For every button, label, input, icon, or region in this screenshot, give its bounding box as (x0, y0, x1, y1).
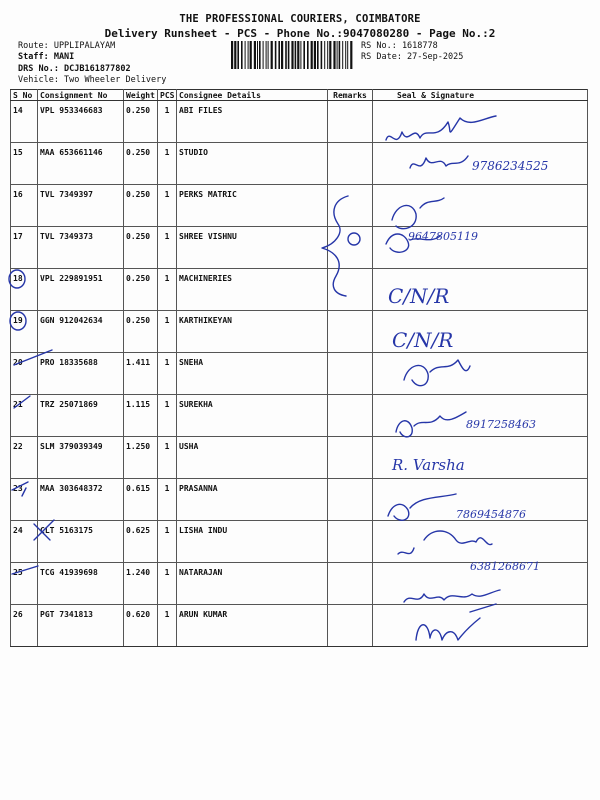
signature-cell (373, 311, 588, 353)
hand-cnr-19: C/N/R (392, 328, 454, 352)
weight-cell: 1.411 (124, 353, 158, 395)
consignee-cell: LISHA INDU (177, 521, 328, 563)
rs-number: RS No.: 1618778 (361, 41, 438, 51)
consignee-cell: MACHINERIES (177, 269, 328, 311)
consignment-cell: VPL 953346683 (38, 101, 124, 143)
staff-label: Staff: MANI (18, 52, 75, 62)
consignee-cell: KARTHIKEYAN (177, 311, 328, 353)
col-consignee: Consignee Details (177, 90, 328, 101)
barcode-bar (314, 41, 316, 69)
consignment-cell: TRZ 25071869 (38, 395, 124, 437)
sno-cell: 15 (11, 143, 38, 185)
signature-cell (373, 185, 588, 227)
barcode-bar (237, 41, 239, 69)
table-row (11, 479, 588, 521)
consignment-cell: GGN 912042634 (38, 311, 124, 353)
barcode-bar (333, 41, 335, 69)
weight-cell: 0.250 (124, 185, 158, 227)
remarks-cell (328, 437, 373, 479)
route-label: Route: UPPLIPALAYAM (18, 41, 116, 51)
barcode-bar (245, 41, 246, 69)
pcs-cell: 1 (158, 605, 177, 647)
pcs-cell: 1 (158, 143, 177, 185)
consignment-cell: VPL 229891951 (38, 269, 124, 311)
weight-cell: 0.615 (124, 479, 158, 521)
remarks-cell (328, 143, 373, 185)
consignee-cell: SHREE VISHNU (177, 227, 328, 269)
sno-cell: 22 (11, 437, 38, 479)
table-header-row (11, 90, 588, 101)
table-row (11, 395, 588, 437)
consignee-cell: SNEHA (177, 353, 328, 395)
pcs-cell: 1 (158, 395, 177, 437)
remarks-cell (328, 185, 373, 227)
remarks-cell (328, 311, 373, 353)
col-sno: S No (11, 90, 38, 101)
barcode-bar (317, 41, 319, 69)
consignment-cell: MAA 653661146 (38, 143, 124, 185)
pcs-cell: 1 (158, 227, 177, 269)
sno-cell: 23 (11, 479, 38, 521)
consignment-cell: TCG 41939698 (38, 563, 124, 605)
weight-cell: 0.620 (124, 605, 158, 647)
consignment-cell: TVL 7349397 (38, 185, 124, 227)
sno-cell: 26 (11, 605, 38, 647)
weight-cell: 0.250 (124, 227, 158, 269)
company-title: THE PROFESSIONAL COURIERS, COIMBATORE (179, 13, 421, 25)
remarks-cell (328, 395, 373, 437)
pcs-cell: 1 (158, 311, 177, 353)
barcode-bar (291, 41, 293, 69)
table-row (11, 563, 588, 605)
consignee-cell: NATARAJAN (177, 563, 328, 605)
pcs-cell: 1 (158, 353, 177, 395)
consignee-cell: ABI FILES (177, 101, 328, 143)
barcode-bar (250, 41, 252, 69)
consignment-cell: MAA 303648372 (38, 479, 124, 521)
consignee-cell: ARUN KUMAR (177, 605, 328, 647)
pcs-cell: 1 (158, 521, 177, 563)
weight-cell: 1.115 (124, 395, 158, 437)
barcode-bar (321, 41, 323, 69)
sno-cell: 20 (11, 353, 38, 395)
sno-cell: 25 (11, 563, 38, 605)
sno-cell: 19 (11, 311, 38, 353)
hand-phone-23: 7869454876 (456, 508, 526, 521)
remarks-cell (328, 227, 373, 269)
remarks-cell (328, 563, 373, 605)
col-pcs: PCS (158, 90, 177, 101)
table-row (11, 185, 588, 227)
remarks-cell (328, 521, 373, 563)
barcode-bar (347, 41, 348, 69)
consignment-cell: SLM 379039349 (38, 437, 124, 479)
barcode-bar (257, 41, 258, 69)
col-weight: Weight (124, 90, 158, 101)
barcode-bar (263, 41, 264, 69)
col-remarks: Remarks (328, 90, 373, 101)
barcode-bar (297, 41, 299, 69)
table-row (11, 605, 588, 647)
sno-cell: 16 (11, 185, 38, 227)
signature-cell (373, 563, 588, 605)
barcode-bar (300, 41, 301, 69)
sno-cell: 18 (11, 269, 38, 311)
consignee-cell: PRASANNA (177, 479, 328, 521)
weight-cell: 0.250 (124, 269, 158, 311)
barcode-bar (311, 41, 313, 69)
signature-cell (373, 521, 588, 563)
signature-cell (373, 437, 588, 479)
barcode-bar (268, 41, 269, 69)
signature-cell (373, 395, 588, 437)
table-row (11, 437, 588, 479)
barcode-bar (345, 41, 346, 69)
pcs-cell: 1 (158, 101, 177, 143)
hand-phone-16: 9647805119 (408, 230, 478, 243)
barcode-bar (241, 41, 243, 69)
signature-cell (373, 269, 588, 311)
barcode-bar (295, 41, 297, 69)
remarks-cell (328, 269, 373, 311)
table-row (11, 269, 588, 311)
barcode-bar (337, 41, 338, 69)
sno-cell: 21 (11, 395, 38, 437)
barcode-bar (231, 41, 233, 69)
rs-date: RS Date: 27-Sep-2025 (361, 52, 464, 62)
consignment-cell: PRO 18335688 (38, 353, 124, 395)
table-row (11, 353, 588, 395)
pcs-cell: 1 (158, 269, 177, 311)
consignment-cell: PGT 7341813 (38, 605, 124, 647)
table-row (11, 101, 588, 143)
hand-cnr-18: C/N/R (388, 284, 450, 308)
weight-cell: 0.250 (124, 311, 158, 353)
barcode-bar (234, 41, 236, 69)
col-consignment: Consignment No (38, 90, 124, 101)
signature-cell (373, 353, 588, 395)
hand-phone-24: 6381268671 (470, 560, 540, 573)
sno-cell: 17 (11, 227, 38, 269)
runsheet-subtitle: Delivery Runsheet - PCS - Phone No.:9047080280 - Page No.:2 (104, 27, 496, 40)
barcode-bar (288, 41, 290, 69)
remarks-cell (328, 101, 373, 143)
barcode-bar (329, 41, 331, 69)
barcode-bar (271, 41, 273, 69)
table-row (11, 521, 588, 563)
hand-phone-15: 9786234525 (472, 159, 549, 173)
signature-cell (373, 227, 588, 269)
hand-name-22: R. Varsha (392, 456, 465, 474)
table-row (11, 227, 588, 269)
weight-cell: 0.250 (124, 101, 158, 143)
drs-number: DRS No.: DCJB161877802 (18, 64, 131, 74)
remarks-cell (328, 353, 373, 395)
barcode-bar (248, 41, 249, 69)
consignee-cell: STUDIO (177, 143, 328, 185)
pcs-cell: 1 (158, 563, 177, 605)
barcode-image (231, 41, 356, 69)
table-row (11, 311, 588, 353)
barcode-bar (324, 41, 325, 69)
barcode-bar (281, 41, 283, 69)
barcode-bar (307, 41, 309, 69)
signature-cell (373, 605, 588, 647)
weight-cell: 0.250 (124, 143, 158, 185)
barcode-bar (303, 41, 305, 69)
signature-cell (373, 143, 588, 185)
consignment-cell: CLT 5163175 (38, 521, 124, 563)
signature-cell (373, 101, 588, 143)
weight-cell: 0.625 (124, 521, 158, 563)
barcode-bar (327, 41, 328, 69)
barcode-bar (275, 41, 277, 69)
barcode-bar (266, 41, 267, 69)
barcode-bar (278, 41, 280, 69)
pcs-cell: 1 (158, 185, 177, 227)
remarks-cell (328, 605, 373, 647)
barcode-bar (350, 41, 352, 69)
consignee-cell: SUREKHA (177, 395, 328, 437)
barcode-bar (339, 41, 341, 69)
sno-cell: 14 (11, 101, 38, 143)
weight-cell: 1.250 (124, 437, 158, 479)
barcode-bar (342, 41, 343, 69)
remarks-cell (328, 479, 373, 521)
vehicle-label: Vehicle: Two Wheeler Delivery (18, 75, 167, 85)
hand-phone-21: 8917258463 (466, 418, 536, 431)
consignee-cell: USHA (177, 437, 328, 479)
barcode-bar (285, 41, 287, 69)
weight-cell: 1.240 (124, 563, 158, 605)
sno-cell: 24 (11, 521, 38, 563)
barcode-bar (259, 41, 261, 69)
pcs-cell: 1 (158, 437, 177, 479)
consignee-cell: PERKS MATRIC (177, 185, 328, 227)
table-row (11, 143, 588, 185)
pcs-cell: 1 (158, 479, 177, 521)
signature-cell (373, 479, 588, 521)
runsheet-table (10, 89, 588, 647)
col-signature: Seal & Signature (373, 90, 588, 101)
barcode-bar (254, 41, 256, 69)
consignment-cell: TVL 7349373 (38, 227, 124, 269)
